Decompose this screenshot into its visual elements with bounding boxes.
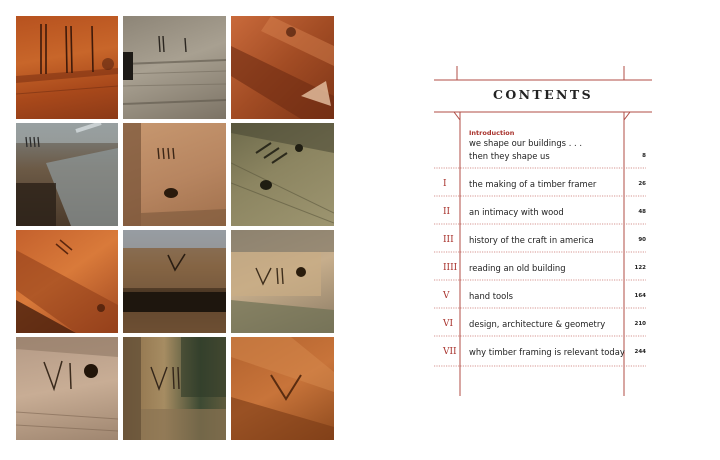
contents-heading: CONTENTS xyxy=(492,87,594,102)
contents-page xyxy=(434,60,652,400)
chapter-title: hand tools xyxy=(469,291,513,301)
chapter-numeral: I xyxy=(443,179,447,189)
chapter-title: history of the craft in america xyxy=(469,235,594,245)
photo-timber-10 xyxy=(16,337,118,440)
photo-timber-5 xyxy=(123,123,226,226)
photo-timber-12 xyxy=(231,337,334,440)
chapter-title: an intimacy with wood xyxy=(469,207,564,217)
chapter-page-number: 210 xyxy=(634,321,646,327)
photo-grid xyxy=(16,16,334,440)
chapter-numeral: IIII xyxy=(443,263,458,273)
photo-timber-7 xyxy=(16,230,118,333)
chapter-title: reading an old building xyxy=(469,263,566,273)
chapter-title: design, architecture & geometry xyxy=(469,319,606,329)
chapter-page-number: 122 xyxy=(634,265,646,271)
photo-timber-6 xyxy=(231,123,334,226)
photo-timber-4 xyxy=(16,123,118,226)
photo-timber-1 xyxy=(16,16,118,119)
chapter-page-number: 90 xyxy=(638,237,646,243)
photo-timber-11 xyxy=(123,337,226,440)
photo-timber-2 xyxy=(123,16,226,119)
chapter-numeral: III xyxy=(443,235,454,245)
chapter-numeral: VII xyxy=(443,347,457,357)
chapter-page-number: 164 xyxy=(634,293,646,299)
intro-title-line-2: then they shape us xyxy=(469,151,550,161)
photo-timber-8 xyxy=(123,230,226,333)
chapter-page-number: 244 xyxy=(634,349,646,355)
chapter-numeral: VI xyxy=(443,319,454,329)
chapter-numeral: V xyxy=(443,291,450,301)
chapter-page-number: 26 xyxy=(638,181,646,187)
chapter-title: the making of a timber framer xyxy=(469,179,597,189)
photo-timber-9 xyxy=(231,230,334,333)
chapter-title: why timber framing is relevant today xyxy=(469,347,625,357)
intro-label: Introduction xyxy=(469,129,515,137)
chapter-page-number: 48 xyxy=(638,209,646,215)
chapter-numeral: II xyxy=(443,207,451,217)
photo-timber-3 xyxy=(231,16,334,119)
intro-page-number: 8 xyxy=(642,153,646,159)
intro-title-line-1: we shape our buildings . . . xyxy=(469,138,583,148)
